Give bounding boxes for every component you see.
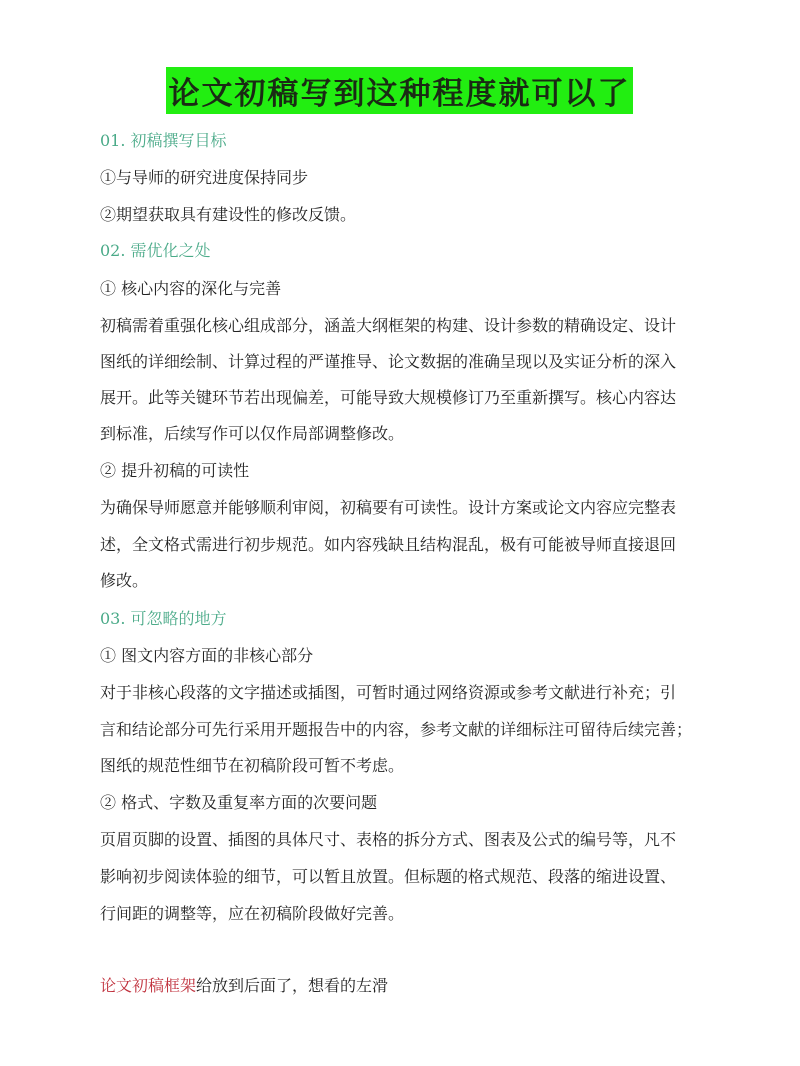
title-banner bbox=[166, 67, 633, 114]
footer-highlight: 论文初稿框架 bbox=[100, 976, 197, 995]
subheading-readability: ② 提升初稿的可读性 bbox=[100, 461, 250, 480]
paragraph-line: 图纸的规范性细节在初稿阶段可暂不考虑。 bbox=[100, 756, 405, 775]
paragraph-line: 言和结论部分可先行采用开题报告中的内容，参考文献的详细标注可留待后续完善； bbox=[100, 720, 693, 739]
footer-text: 给放到后面了，想看的左滑 bbox=[196, 976, 389, 995]
subheading-core-content: ① 核心内容的深化与完善 bbox=[100, 279, 282, 298]
paragraph-line: 影响初步阅读体验的细节，可以暂且放置。但标题的格式规范、段落的缩进设置、 bbox=[100, 867, 677, 886]
subheading-noncore: ① 图文内容方面的非核心部分 bbox=[100, 646, 314, 665]
paragraph-line: 对于非核心段落的文字描述或插图，可暂时通过网络资源或参考文献进行补充；引 bbox=[100, 683, 677, 702]
paragraph-line: 述，全文格式需进行初步规范。如内容残缺且结构混乱，极有可能被导师直接退回 bbox=[100, 535, 677, 554]
footer-note bbox=[100, 976, 388, 996]
paragraph-line: 初稿需着重强化核心组成部分，涵盖大纲框架的构建、设计参数的精确设定、设计 bbox=[100, 316, 677, 335]
goal-item-2: ②期望获取具有建设性的修改反馈。 bbox=[100, 205, 357, 224]
section-heading-2: 02. 需优化之处 bbox=[100, 241, 211, 260]
section-heading-3: 03. 可忽略的地方 bbox=[100, 609, 227, 628]
goal-item-1: ①与导师的研究进度保持同步 bbox=[100, 168, 309, 187]
paragraph-line: 展开。此等关键环节若出现偏差，可能导致大规模修订乃至重新撰写。核心内容达 bbox=[100, 388, 677, 407]
paragraph-line: 为确保导师愿意并能够顺利审阅，初稿要有可读性。设计方案或论文内容应完整表 bbox=[100, 498, 677, 517]
paragraph-line: 修改。 bbox=[100, 571, 149, 590]
section-heading-1: 01. 初稿撰写目标 bbox=[100, 131, 227, 150]
paragraph-line: 到标准，后续写作可以仅作局部调整修改。 bbox=[100, 424, 405, 443]
paragraph-line: 页眉页脚的设置、插图的具体尺寸、表格的拆分方式、图表及公式的编号等，凡不 bbox=[100, 830, 677, 849]
paragraph-line: 行间距的调整等，应在初稿阶段做好完善。 bbox=[100, 904, 405, 923]
paragraph-line: 图纸的详细绘制、计算过程的严谨推导、论文数据的准确呈现以及实证分析的深入 bbox=[100, 352, 677, 371]
subheading-format: ② 格式、字数及重复率方面的次要问题 bbox=[100, 793, 378, 812]
page-title: 论文初稿写到这种程度就可以了 bbox=[168, 76, 631, 112]
